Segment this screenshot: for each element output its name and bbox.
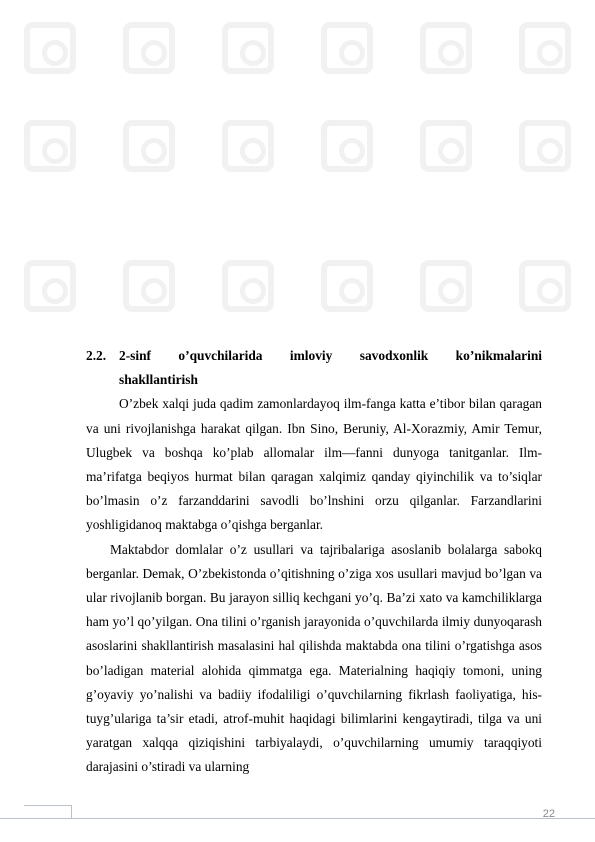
section-title-line-1: 2-sinf o’quvchilarida imloviy savodxonlik ko’nikmalarini — [119, 348, 542, 363]
page-number: 22 — [542, 808, 555, 820]
page-content — [86, 344, 542, 780]
watermark-logo-icon — [123, 260, 175, 312]
section-number: 2.2. — [86, 348, 107, 363]
watermark-logo-icon — [420, 22, 472, 74]
watermark-logo-icon — [321, 22, 373, 74]
watermark-logo-icon — [24, 120, 76, 172]
footer-divider — [0, 818, 595, 819]
section-title-line-2: shakllantirish — [119, 372, 198, 388]
watermark-logo-icon — [123, 22, 175, 74]
watermark-logo-icon — [321, 120, 373, 172]
watermark-logo-icon — [519, 260, 571, 312]
watermark-row-3 — [0, 260, 595, 312]
watermark-logo-icon — [519, 22, 571, 74]
footer-tab — [24, 805, 72, 819]
section-title — [119, 344, 542, 392]
watermark-logo-icon — [519, 120, 571, 172]
watermark-logo-icon — [24, 22, 76, 74]
watermark-logo-icon — [123, 120, 175, 172]
watermark-logo-icon — [420, 260, 472, 312]
paragraph-2: Maktabdor domlalar o’z usullari va tajribalariga asoslanib bolalarga sabokq berganlar. Demak, O’zbekistonda o’qitishning o’ziga xos usullari mavjud bo’lgan va ular rivojlanib borgan. Bu jarayon silliq kechgani yo’q. Ba’zi xato va kamchiliklarga ham yo’l qo’yilgan. Ona tilini o’rganish jarayonida o’quvchilarda ilmiy dunyoqarash asoslarini shakllantirish masalasini hal qilishda maktabda ona tilini o’rgatishga asos bo’ladigan material alohida qimmatga ega. Materialning haqiqiy tomoni, uning g’oyaviy yo’nalishi va badiiy ifodaliligi o’quvchilarning fikrlash faoliyatiga, his-tuyg’ulariga ta’sir etadi, atrof-muhit haqidagi bilimlarini kengaytiradi, tilga va uni yaratgan xalqqa qiziqishini tarbiyalaydi, o’quvchilarning umumiy taraqqiyoti darajasini o’stiradi va ularning — [86, 541, 542, 775]
watermark-logo-icon — [222, 120, 274, 172]
watermark-row-2 — [0, 120, 595, 172]
watermark-logo-icon — [321, 260, 373, 312]
section-heading — [86, 344, 542, 392]
watermark-logo-icon — [222, 22, 274, 74]
paragraph-1: O’zbek xalqi juda qadim zamonlardayoq ilm-fanga katta e’tibor bilan qaragan va uni rivojlanishga harakat qilgan. Ibn Sino, Beruniy, Al-Xorazmiy, Amir Temur, Ulugbek va boshqa ko’plab allomalar ilm—fanni dunyoga tanitganlar. Ilm-ma’rifatga beqiyos hurmat bilan qaragan xalqimiz qanday qiyinchilik va to’siqlar bo’lmasin o’z farzanddarini savodli bo’lnshini orzu qilganlar. Farzandlarini yoshligidanoq maktabga o’qishga berganlar. — [86, 396, 542, 533]
watermark-logo-icon — [222, 260, 274, 312]
watermark-logo-icon — [24, 260, 76, 312]
watermark-logo-icon — [420, 120, 472, 172]
watermark-row-1 — [0, 22, 595, 74]
